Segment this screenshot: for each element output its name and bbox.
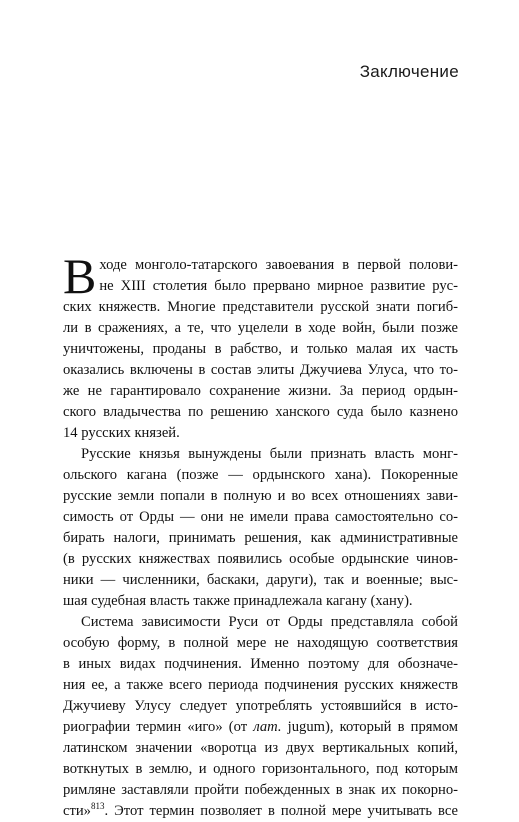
text-line: латинском значении «воротца из двух вертикальных копий, xyxy=(63,740,458,756)
italic-abbreviation: лат. xyxy=(253,719,282,735)
text-line: не XIII столетия было прервано мирное развитие рус- xyxy=(99,278,458,294)
paragraph-1 xyxy=(63,248,458,444)
text-segment: jugum), который в прямом xyxy=(281,719,458,735)
text-line: шая судебная власть также принадлежала кагану (хану). xyxy=(63,593,413,609)
text-line: ли в сражениях, а те, что уцелели в ходе войн, были позже xyxy=(63,320,458,336)
text-line: 14 русских князей. xyxy=(63,425,180,441)
text-line: Русские князья вынуждены были признать власть монг- xyxy=(81,446,458,462)
page-title: Заключение xyxy=(359,62,459,81)
text-line: оказались включены в состав элиты Джучиева Улуса, что то- xyxy=(63,362,458,378)
text-line: Джучиеву Улусу следует употреблять устоявшийся в исто- xyxy=(63,698,458,714)
text-line: особую форму, в полной мере не находящую соответствия xyxy=(63,635,458,651)
text-line: русские земли попали в полную и во всех отношениях зави- xyxy=(63,488,458,504)
text-segment: сти» xyxy=(63,803,91,819)
text-line: ольского кагана (позже — ордынского хана). Покоренные xyxy=(63,467,458,483)
text-line: ники — численники, баскаки, даруги), так и военные; выс- xyxy=(63,572,458,588)
text-line: симость от Орды — они не имели права самостоятельно со- xyxy=(63,509,458,525)
text-line: ходе монголо-татарского завоевания в первой полови- xyxy=(99,257,458,273)
text-line xyxy=(63,801,458,822)
text-line: бирать налоги, принимать решения, как административные xyxy=(63,530,458,546)
text-line: ского владычества по решению ханского суда было казнено xyxy=(63,404,458,420)
text-line: в иных видах подчинения. Именно поэтому для обозначе- xyxy=(63,656,458,672)
text-line: ния ее, а также всего периода подчинения русских княжеств xyxy=(63,677,458,693)
paragraph-2 xyxy=(63,444,458,612)
footnote-marker: 813 xyxy=(90,801,105,811)
text-line: (в русских княжествах появились особые ордынские чинов- xyxy=(63,551,458,567)
text-line: уничтожены, проданы в рабство, и только малая их часть xyxy=(63,341,458,357)
text-line: римляне заставляли пройти побежденных в знак их покорно- xyxy=(63,782,458,798)
text-line: Система зависимости Руси от Орды представляла собой xyxy=(81,614,458,630)
text-line: воткнутых в землю, и одного горизонтального, под которым xyxy=(63,761,458,777)
text-line: ских княжеств. Многие представители русской знати погиб- xyxy=(63,299,458,315)
body-text xyxy=(63,248,458,822)
paragraph-3 xyxy=(63,612,458,822)
text-line: же не гарантировало сохранение жизни. За период ордын- xyxy=(63,383,458,399)
drop-cap: В xyxy=(63,248,97,304)
text-line xyxy=(63,717,458,738)
text-segment: риографии термин «иго» (от xyxy=(63,719,254,735)
text-segment: . Этот термин позволяет в полной мере учитывать все xyxy=(104,803,458,819)
